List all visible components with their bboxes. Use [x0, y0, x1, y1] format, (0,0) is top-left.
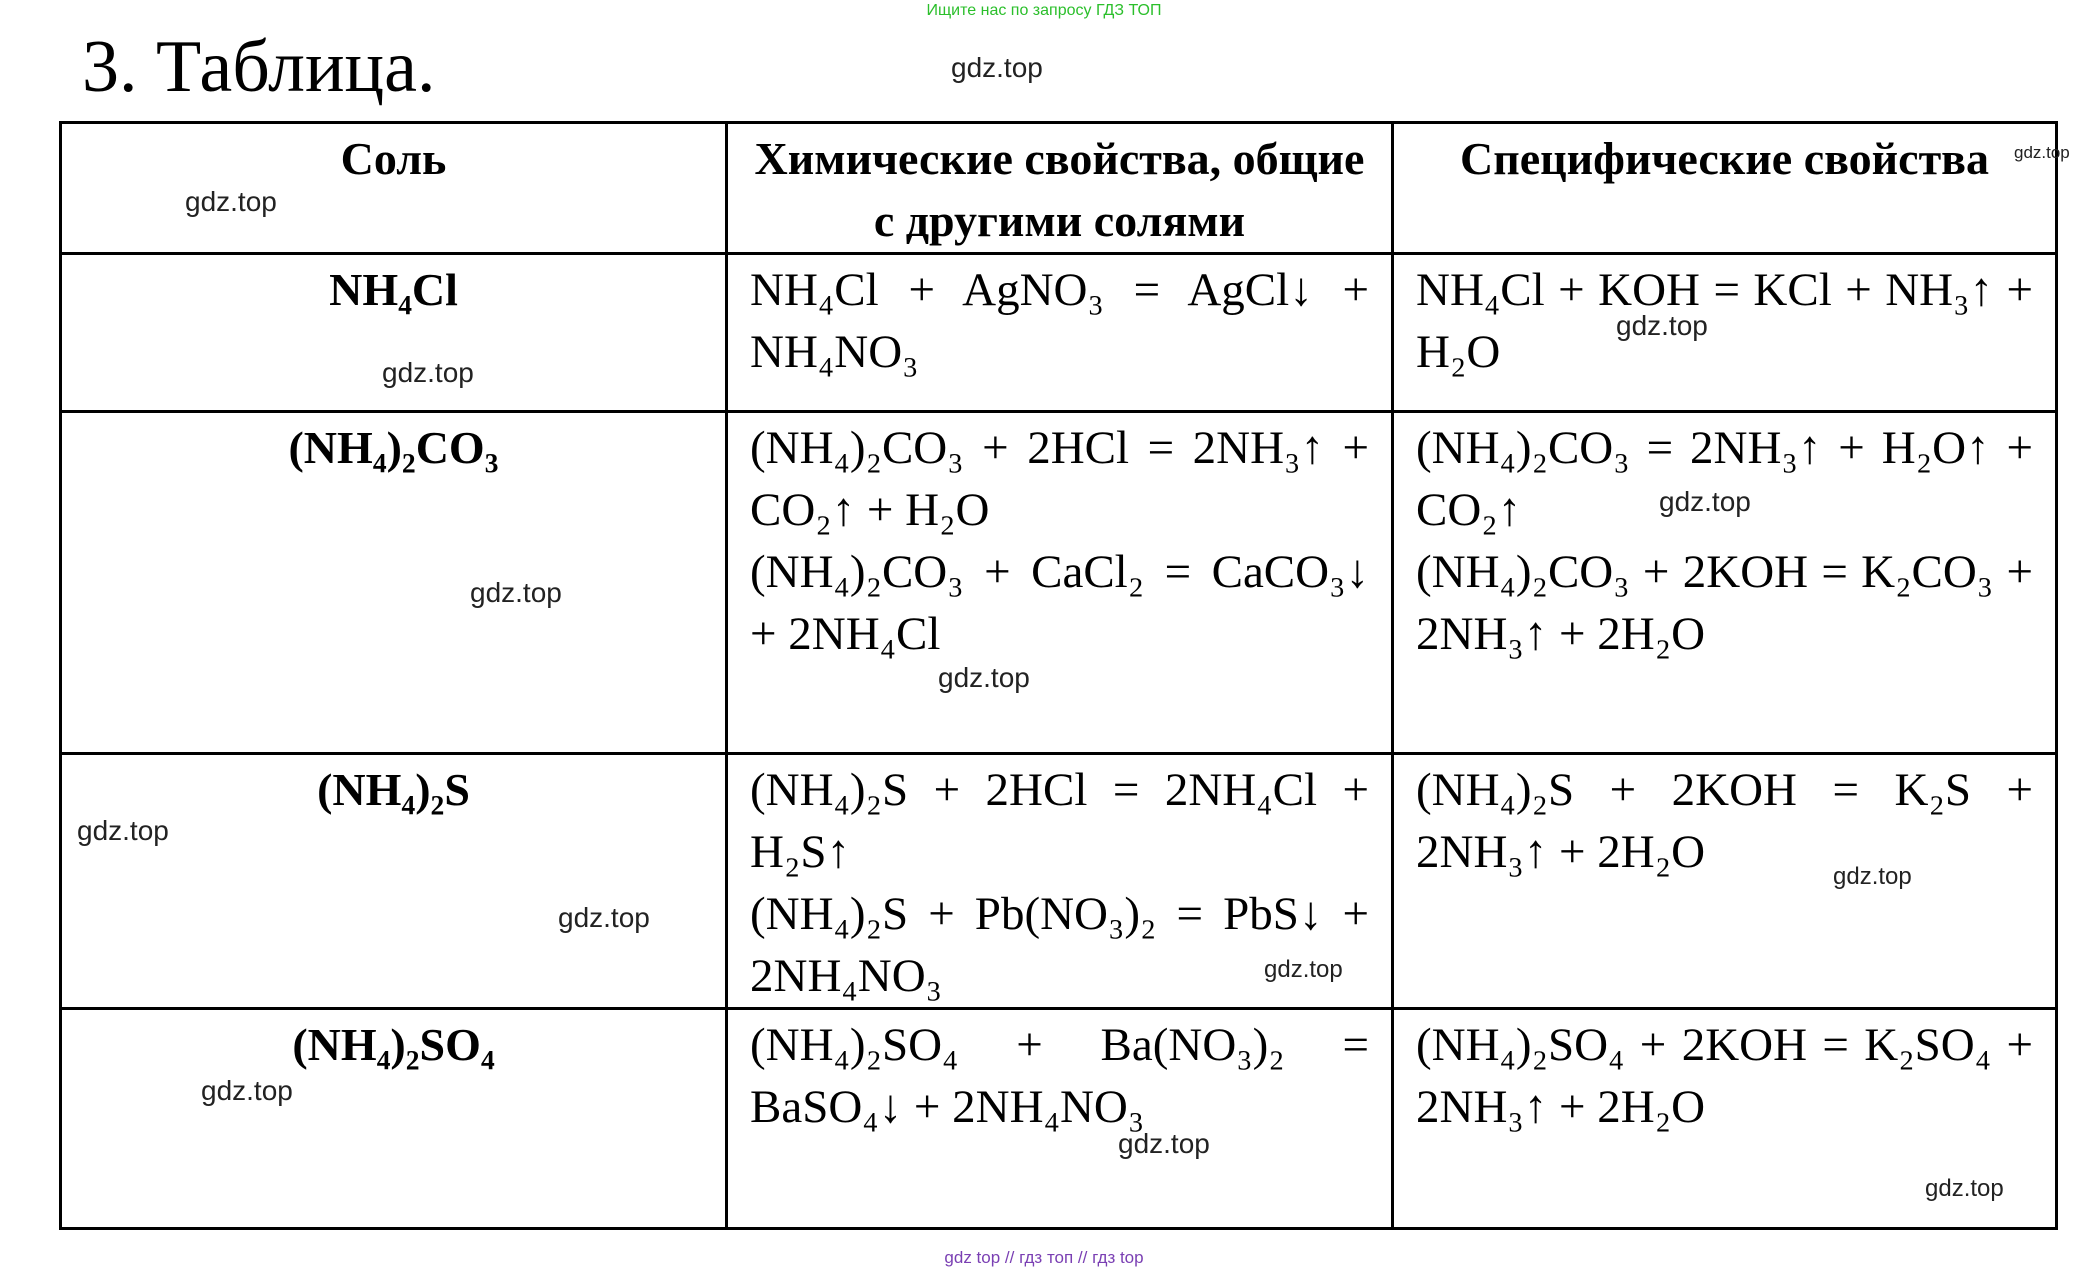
watermark: gdz.top	[938, 662, 1030, 693]
common-properties-cell	[727, 1009, 1393, 1229]
watermark: gdz.top	[1616, 310, 1708, 341]
search-banner: Ищите нас по запросу ГДЗ ТОП	[926, 2, 1162, 19]
salt-cell: (NH₄)₂CO₃	[61, 412, 727, 754]
page-title: 3. Таблица.	[82, 26, 436, 108]
header-common-properties: Химические свойства, общие с другими солями	[727, 123, 1393, 254]
specific-properties-cell	[1393, 754, 2057, 1009]
reaction-equation: (NH₄)₂SO₄ + Ba(NO₃)₂ = BaSO₄↓ + 2NH₄NO₃	[750, 1019, 1369, 1133]
properties-table	[59, 121, 2058, 1230]
watermark: gdz.top	[1659, 486, 1751, 517]
table-header-row	[61, 123, 2057, 254]
watermark: gdz.top	[382, 357, 474, 388]
watermark: gdz.top	[1833, 863, 1912, 890]
salt-cell: NH₄Cl	[61, 254, 727, 412]
specific-properties-cell	[1393, 412, 2057, 754]
watermark: gdz.top	[2014, 143, 2070, 162]
table-row	[61, 254, 2057, 412]
reaction-equation: (NH₄)₂S + 2HCl = 2NH₄Cl + H₂S↑	[750, 764, 1369, 878]
common-properties-cell	[727, 254, 1393, 412]
watermark: gdz.top	[1118, 1128, 1210, 1159]
specific-properties-cell	[1393, 254, 2057, 412]
watermark: gdz.top	[77, 815, 169, 846]
watermark: gdz.top	[558, 902, 650, 933]
table-row	[61, 1009, 2057, 1229]
footer-links: gdz top // гдз топ // гдз top	[944, 1248, 1144, 1267]
reaction-equation: (NH₄)₂S + 2KOH = K₂S + 2NH₃↑ + 2H₂O	[1416, 764, 2033, 878]
common-properties-cell	[727, 412, 1393, 754]
watermark: gdz.top	[201, 1075, 293, 1106]
header-salt: Соль	[61, 123, 727, 254]
reaction-equation: (NH₄)₂CO₃ + 2HCl = 2NH₃↑ + CO₂↑ + H₂O	[750, 422, 1369, 536]
watermark: gdz.top	[1925, 1175, 2004, 1202]
watermark: gdz.top	[185, 186, 277, 217]
reaction-equation: (NH₄)₂CO₃ = 2NH₃↑ + H₂O↑ + CO₂↑	[1416, 422, 2033, 536]
reaction-equation: (NH₄)₂SO₄ + 2KOH = K₂SO₄ + 2NH₃↑ + 2H₂O	[1416, 1019, 2033, 1133]
watermark: gdz.top	[1264, 956, 1343, 983]
watermark: gdz.top	[951, 52, 1043, 83]
table-row	[61, 754, 2057, 1009]
salt-cell: (NH₄)₂SO₄	[61, 1009, 727, 1229]
reaction-equation: NH₄Cl + KOH = KCl + NH₃↑ + H₂O	[1416, 264, 2033, 378]
table-row	[61, 412, 2057, 754]
watermark: gdz.top	[470, 577, 562, 608]
header-specific-properties: Специфические свойства	[1393, 123, 2057, 254]
salt-cell: (NH₄)₂S	[61, 754, 727, 1009]
reaction-equation: (NH₄)₂S + Pb(NO₃)₂ = PbS↓ + 2NH₄NO₃	[750, 888, 1369, 1002]
reaction-equation: (NH₄)₂CO₃ + 2KOH = K₂CO₃ + 2NH₃↑ + 2H₂O	[1416, 546, 2033, 660]
reaction-equation: (NH₄)₂CO₃ + CaCl₂ = CaCO₃↓ + 2NH₄Cl	[750, 546, 1369, 660]
reaction-equation: NH₄Cl + AgNO₃ = AgCl↓ + NH₄NO₃	[750, 264, 1369, 378]
